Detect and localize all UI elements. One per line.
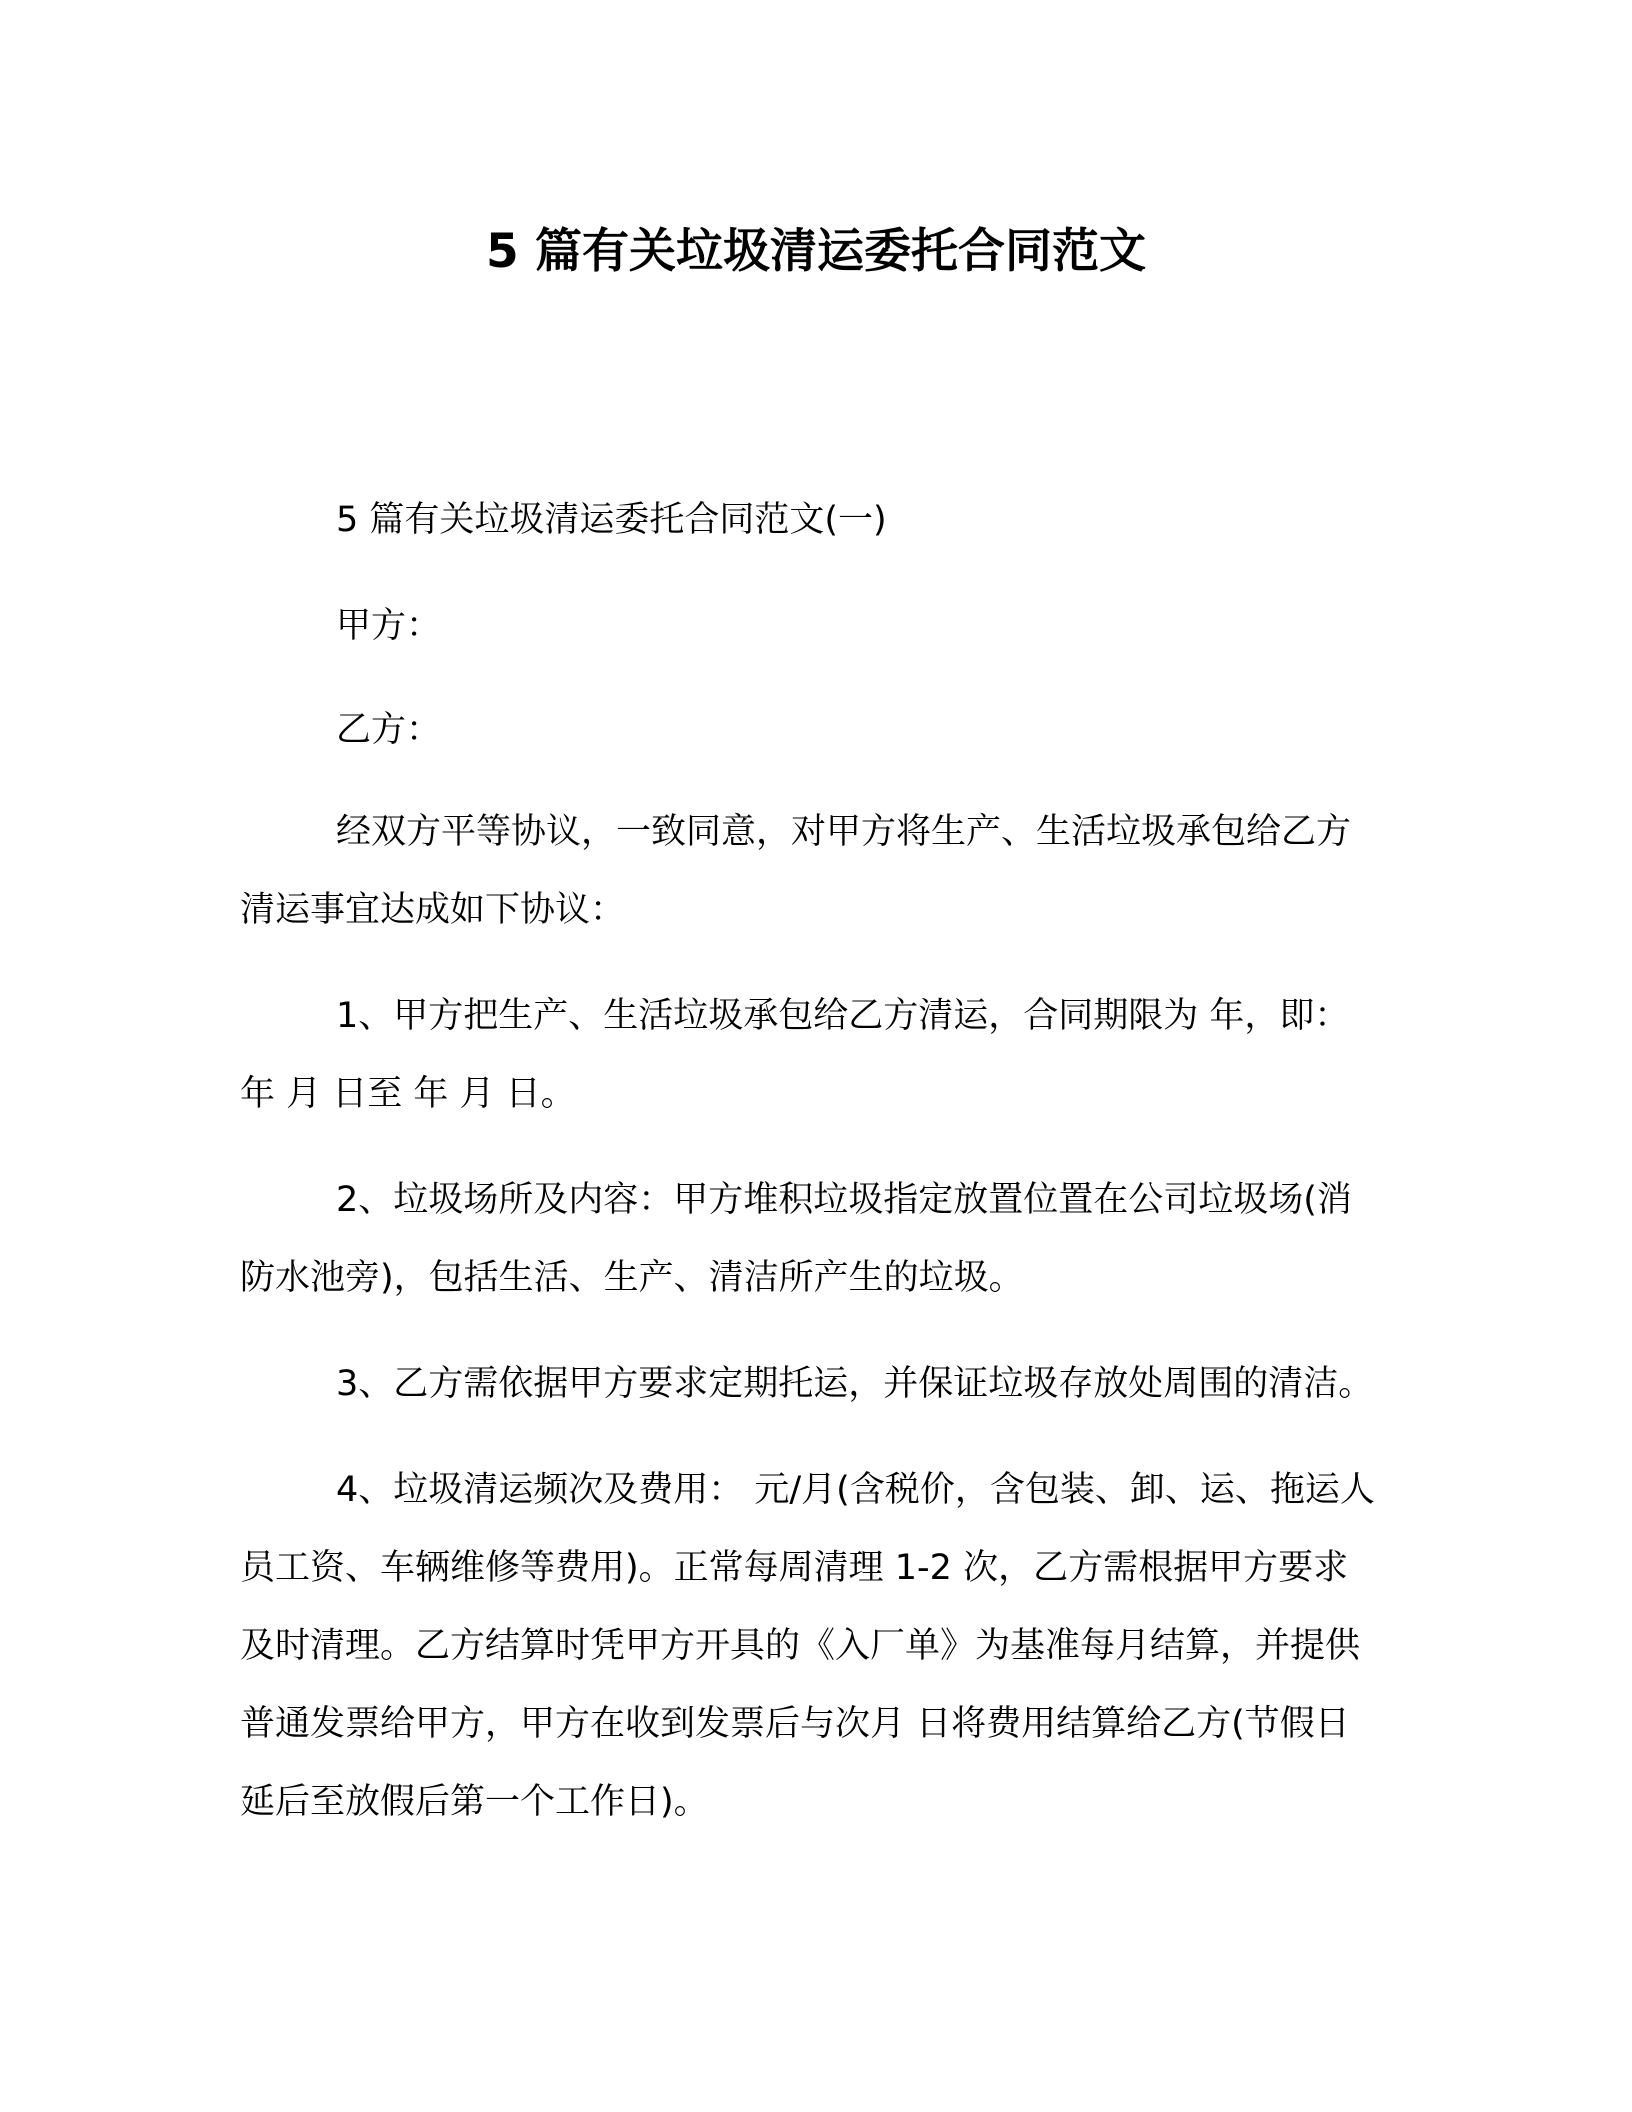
page-title: 5 篇有关垃圾清运委托合同范文 (485, 224, 1147, 279)
party-b-label: 乙方： (336, 710, 442, 750)
clause-3: 3、乙方需依据甲方要求定期托运，并保证垃圾存放处周围的清洁。 (336, 1364, 1374, 1404)
party-a-label: 甲方： (336, 606, 442, 646)
clause-1: 1、甲方把生产、生活垃圾承包给乙方清运，合同期限为 年，即： 年 月 日至 年 月 日。 (240, 996, 1350, 1114)
intro-paragraph: 经双方平等协议，一致同意，对甲方将生产、生活垃圾承包给乙方清运事宜达成如下协议： (240, 812, 1352, 930)
contract-subtitle: 5 篇有关垃圾清运委托合同范文(一) (336, 500, 887, 540)
clause-4: 4、垃圾清运频次及费用： 元/月(含税价，含包装、卸、运、拖运人员工资、车辆维修等费用)。正常每周清理 1-2 次，乙方需根据甲方要求及时清理。乙方结算时凭甲方开具的《入厂单》为基准每月结算，并提供普通发票给甲方，甲方在收到发票后与次月 日将费用结算给乙方(节假日延后至放假后第一个工作日)。 (240, 1470, 1375, 1822)
clause-2: 2、垃圾场所及内容：甲方堆积垃圾指定放置位置在公司垃圾场(消防水池旁)，包括生活、生产、清洁所产生的垃圾。 (240, 1180, 1352, 1298)
contract-body (240, 793, 1380, 1841)
